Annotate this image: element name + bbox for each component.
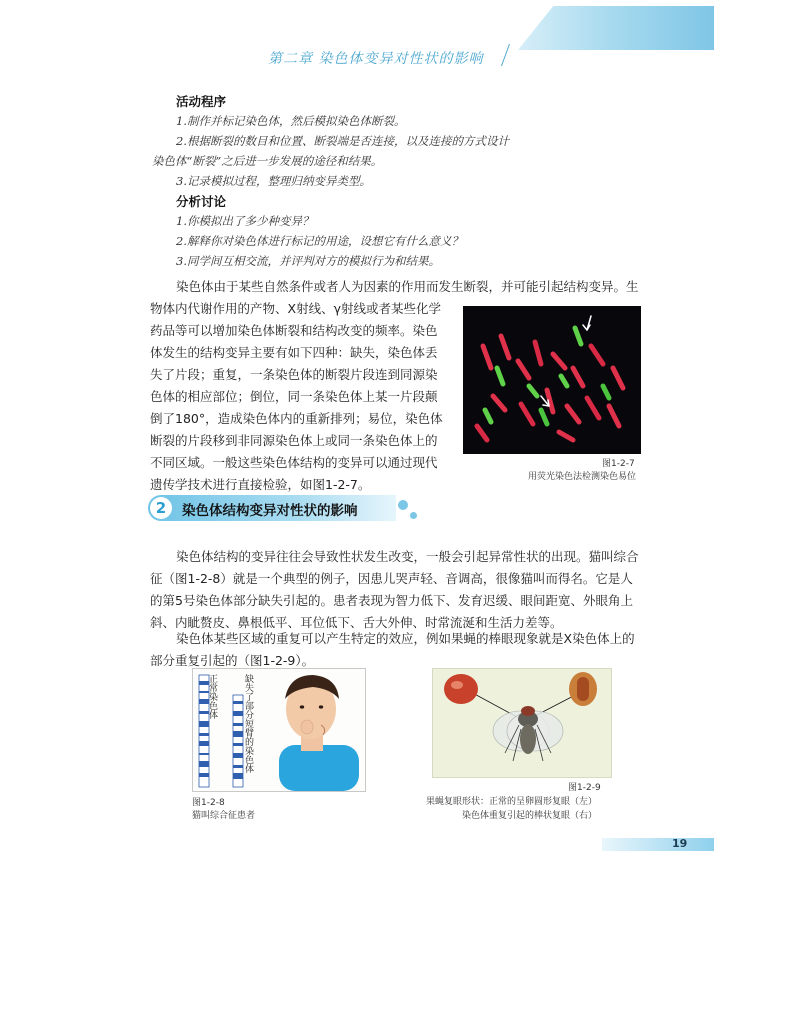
figure-1-2-8-caption: 猫叫综合征患者 [192,811,256,821]
procedure-heading: 活动程序 [176,94,227,109]
para3-line: 染色体某些区域的重复可以产生特定的效应，例如果蝇的棒眼现象就是X染色体上的 [176,631,635,646]
para1-line: 体发生的结构变异主要有如下四种：缺失，染色体丢 [150,345,438,360]
para1-wrap [150,298,460,496]
procedure-line: 3.记录模拟过程，整理归纳变异类型。 [176,174,371,188]
para1-line: 染色体由于某些自然条件或者人为因素的作用而发生断裂，并可能引起结构变异。生 [176,279,639,294]
para1-line: 遗传学技术进行直接检验，如图1-2-7。 [150,477,371,492]
banner-dot [410,512,417,519]
para3-line: 部分重复引起的（图1-2-9）。 [150,653,315,668]
figure-1-2-8-number: 图1-2-8 [192,798,225,808]
figure-1-2-8-label-deleted: 缺失了部分短臂的染色体 [243,674,253,773]
header-slash [491,44,510,66]
discussion-line: 3.同学间互相交流，并评判对方的模拟行为和结果。 [176,254,440,268]
figure-1-2-9-caption-line2: 染色体重复引起的棒状复眼（右） [462,811,598,821]
para2-wrap [150,568,633,634]
fluorescence-micrograph [463,306,641,454]
figure-1-2-7-number: 图1-2-7 [602,459,635,469]
figure-1-2-9-caption-line1: 果蝇复眼形状：正常的呈卵圆形复眼（左） [426,797,598,807]
page-number-band [602,838,714,851]
procedure-line: 2.根据断裂的数目和位置、断裂端是否连接，以及连接的方式设计 [176,134,509,148]
figure-1-2-9-number: 图1-2-9 [568,783,601,793]
para2-line: 征（图1-2-8）就是一个典型的例子，因患儿哭声轻、音调高，很像猫叫而得名。它是人 [150,571,633,586]
procedure-line: 1.制作并标记染色体，然后模拟染色体断裂。 [176,114,406,128]
section-title: 染色体结构变异对性状的影响 [182,503,358,519]
para1-line: 断裂的片段移到非同源染色体上或同一条染色体上的 [150,433,438,448]
para1-line: 不同区域。一般这些染色体结构的变异可以通过现代 [150,455,438,470]
para1-line: 色体的相应部位；倒位，同一条染色体上某一片段颠 [150,389,438,404]
procedure-line: 染色体“断裂”之后进一步发展的途径和结果。 [152,154,383,168]
para1-line: 物体内代谢作用的产物、X射线、γ射线或者某些化学 [150,301,441,316]
figure-1-2-8-label-normal: 正常染色体 [207,674,217,719]
banner-dot [398,500,408,510]
header-decoration [518,6,714,50]
section-number: 2 [150,497,172,519]
discussion-line: 1.你模拟出了多少种变异？ [176,214,314,228]
para2-line: 染色体结构的变异往往会导致性状发生改变，一般会引起异常性状的出现。猫叫综合 [176,549,639,564]
para1-line: 失了片段；重复，一条染色体的断裂片段连到同源染 [150,367,438,382]
discussion-heading: 分析讨论 [176,194,227,209]
chapter-title: 第二章 染色体变异对性状的影响 [268,51,484,67]
figure-1-2-7-caption: 用荧光染色法检测染色易位 [528,472,637,482]
discussion-line: 2.解释你对染色体进行标记的用途，设想它有什么意义？ [176,234,463,248]
para1-line: 倒了180°，造成染色体内的重新排列；易位，染色体 [150,411,443,426]
figure-1-2-9-image [432,668,612,778]
para1-line: 药品等可以增加染色体断裂和结构改变的频率。染色 [150,323,438,338]
page-number: 19 [672,837,688,850]
para2-line: 斜、内眦赘皮、鼻根低平、耳位低下、舌大外伸、时常流涎和生活力差等。 [150,615,563,630]
para2-line: 的第5号染色体部分缺失引起的。患者表现为智力低下、发育迟缓、眼间距宽、外眼角上 [150,593,633,608]
